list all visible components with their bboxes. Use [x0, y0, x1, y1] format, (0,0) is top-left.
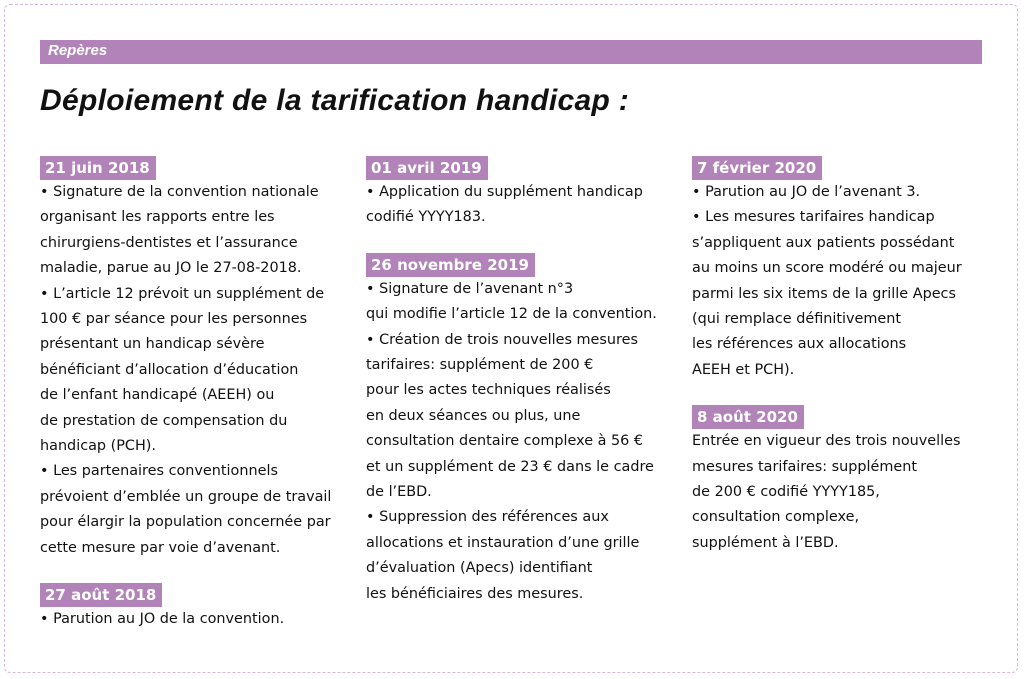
entry-text-line: • Signature de l’avenant n°3: [366, 280, 574, 297]
entry-text-line: les références aux allocations: [692, 336, 907, 353]
entry-text-line: de 200 € codifié YYYY185,: [692, 484, 880, 501]
entry-date-badge: 26 novembre 2019: [366, 253, 535, 277]
entry-text-line: • Signature de la convention nationale: [40, 184, 319, 200]
entry-text: [366, 277, 684, 607]
entry-text-line: 100 € par séance pour les personnes: [40, 311, 308, 328]
entry-text: [692, 429, 992, 556]
page-title: Déploiement de la tarification handicap :: [40, 84, 630, 117]
entry-text-line: prévoient d’emblée un groupe de travail: [40, 488, 332, 505]
entry-text-line: en deux séances ou plus, une: [366, 407, 581, 424]
timeline-column-1: [40, 156, 350, 655]
entry-text-line: d’évaluation (Apecs) identifiant: [366, 560, 593, 577]
entry-text: [366, 180, 684, 231]
entry-date-badge: 8 août 2020: [692, 405, 804, 429]
entry-text-line: consultation complexe,: [692, 509, 860, 526]
entry-text-line: handicap (PCH).: [40, 438, 156, 455]
timeline-entry: [692, 405, 992, 556]
entry-text-line: pour élargir la population concernée par: [40, 514, 331, 531]
timeline-entry: [40, 156, 350, 561]
entry-text-line: AEEH et PCH).: [692, 361, 795, 378]
entry-text-line: bénéficiant d’allocation d’éducation: [40, 361, 299, 378]
entry-text-line: • Création de trois nouvelles mesures: [366, 331, 638, 348]
entry-text-line: • Les mesures tarifaires handicap: [692, 209, 935, 226]
section-banner: [40, 40, 982, 64]
entry-text-line: • Parution au JO de la convention.: [40, 611, 285, 628]
entry-text-line: au moins un score modéré ou majeur: [692, 260, 962, 277]
entry-text-line: • Les partenaires conventionnels: [40, 463, 278, 480]
entry-text-line: présentant un handicap sévère: [40, 336, 265, 353]
timeline-entry: [692, 156, 992, 383]
entry-date-badge: 7 février 2020: [692, 156, 822, 180]
entry-text-line: allocations et instauration d’une grille: [366, 534, 640, 551]
entry-text-line: (qui remplace définitivement: [692, 311, 902, 328]
timeline-entry: [366, 253, 684, 607]
entry-date-badge: 21 juin 2018: [40, 156, 156, 180]
entry-text-line: et un supplément de 23 € dans le cadre: [366, 458, 654, 475]
entry-text: [40, 180, 350, 561]
entry-text-line: mesures tarifaires: supplément: [692, 458, 918, 475]
entry-text: [40, 607, 350, 632]
entry-text-line: de l’enfant handicapé (AEEH) ou: [40, 387, 275, 404]
entry-text-line: • Application du supplément handicap: [366, 184, 643, 200]
entry-date-badge: 01 avril 2019: [366, 156, 488, 180]
entry-text-line: maladie, parue au JO le 27-08-2018.: [40, 260, 302, 277]
entry-text-line: parmi les six items de la grille Apecs: [692, 285, 956, 302]
entry-date-badge: 27 août 2018: [40, 583, 162, 607]
entry-text-line: de l’EBD.: [366, 484, 432, 501]
entry-text-line: cette mesure par voie d’avenant.: [40, 539, 281, 556]
timeline-column-3: [692, 156, 992, 578]
entry-text-line: de prestation de compensation du: [40, 412, 288, 429]
entry-text-line: • Parution au JO de l’avenant 3.: [692, 184, 921, 200]
entry-text-line: Entrée en vigueur des trois nouvelles: [692, 433, 961, 450]
timeline-entry: [366, 156, 684, 231]
entry-text-line: • Suppression des références aux: [366, 509, 609, 526]
entry-text-line: • L’article 12 prévoit un supplément de: [40, 285, 325, 302]
entry-text-line: codifié YYYY183.: [366, 209, 486, 226]
entry-text-line: supplément à l’EBD.: [692, 534, 839, 551]
entry-text-line: s’appliquent aux patients possédant: [692, 234, 955, 251]
entry-text-line: tarifaires: supplément de 200 €: [366, 357, 594, 374]
timeline-entry: [40, 583, 350, 632]
entry-text: [692, 180, 992, 383]
entry-text-line: chirurgiens-dentistes et l’assurance: [40, 234, 298, 251]
entry-text-line: consultation dentaire complexe à 56 €: [366, 433, 644, 450]
entry-text-line: organisant les rapports entre les: [40, 209, 275, 226]
section-label: Repères: [48, 42, 108, 59]
timeline-column-2: [366, 156, 684, 629]
entry-text-line: qui modifie l’article 12 de la convention.: [366, 306, 657, 323]
entry-text-line: pour les actes techniques réalisés: [366, 382, 611, 399]
entry-text-line: les bénéficiaires des mesures.: [366, 585, 584, 602]
